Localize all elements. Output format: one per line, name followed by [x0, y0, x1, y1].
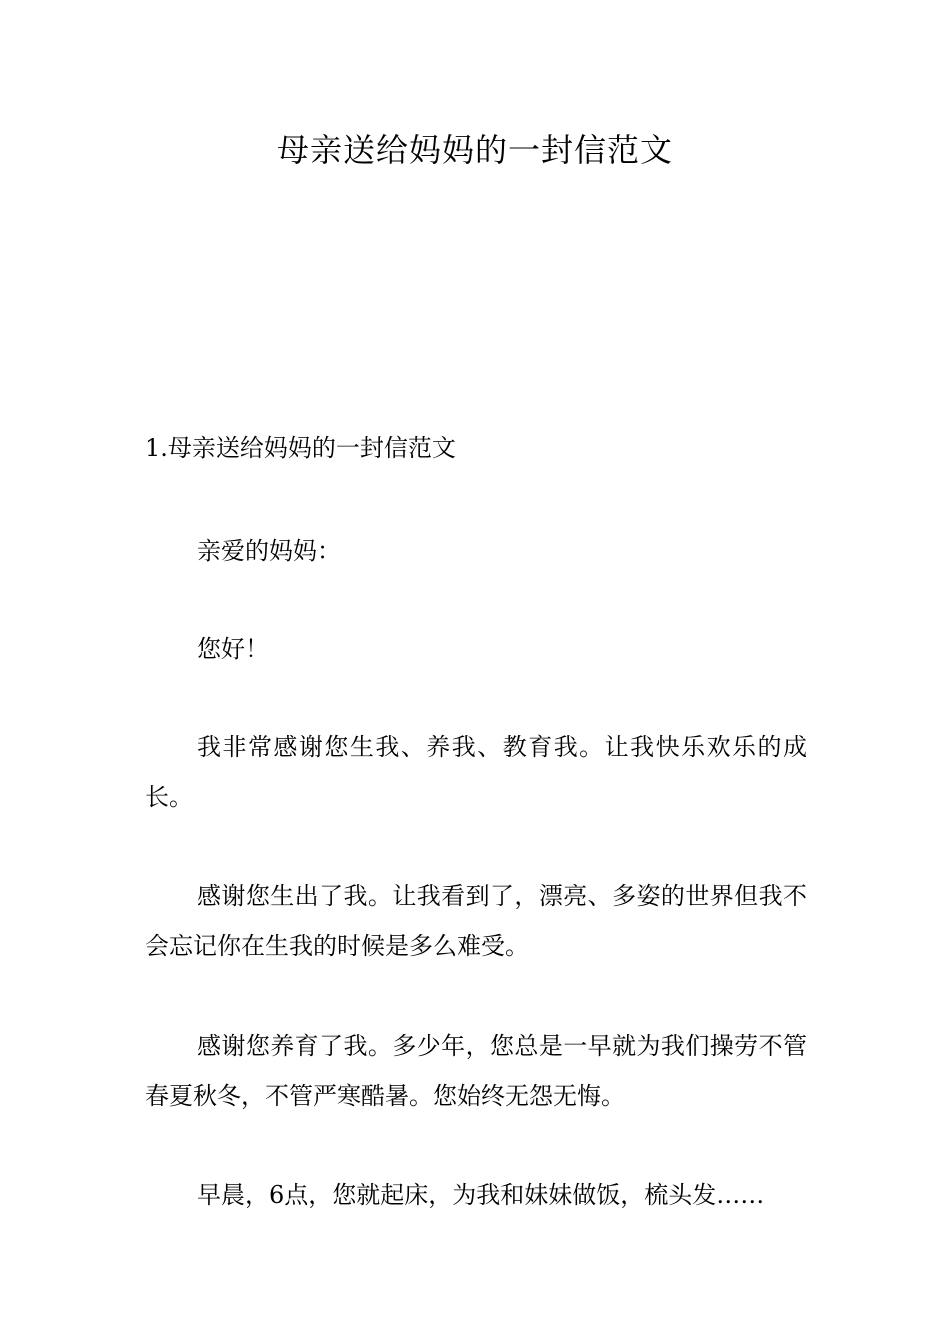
- section-heading: 1.母亲送给妈妈的一封信范文: [145, 434, 456, 462]
- document-title: 母亲送给妈妈的一封信范文: [276, 131, 673, 169]
- body-paragraph: 感谢您生出了我。让我看到了，漂亮、多姿的世界但我不会忘记你在生我的时候是多么难受。: [145, 882, 807, 960]
- body-paragraph: 感谢您养育了我。多少年，您总是一早就为我们操劳不管春夏秋冬，不管严寒酷暑。您始终无怨无悔。: [145, 1032, 807, 1110]
- salutation: 亲爱的妈妈：: [197, 537, 341, 565]
- body-paragraph: 早晨，6点，您就起床，为我和妹妹做饭，梳头发……: [197, 1181, 765, 1209]
- body-paragraph: 我非常感谢您生我、养我、教育我。让我快乐欢乐的成长。: [145, 733, 807, 811]
- greeting: 您好！: [197, 635, 269, 663]
